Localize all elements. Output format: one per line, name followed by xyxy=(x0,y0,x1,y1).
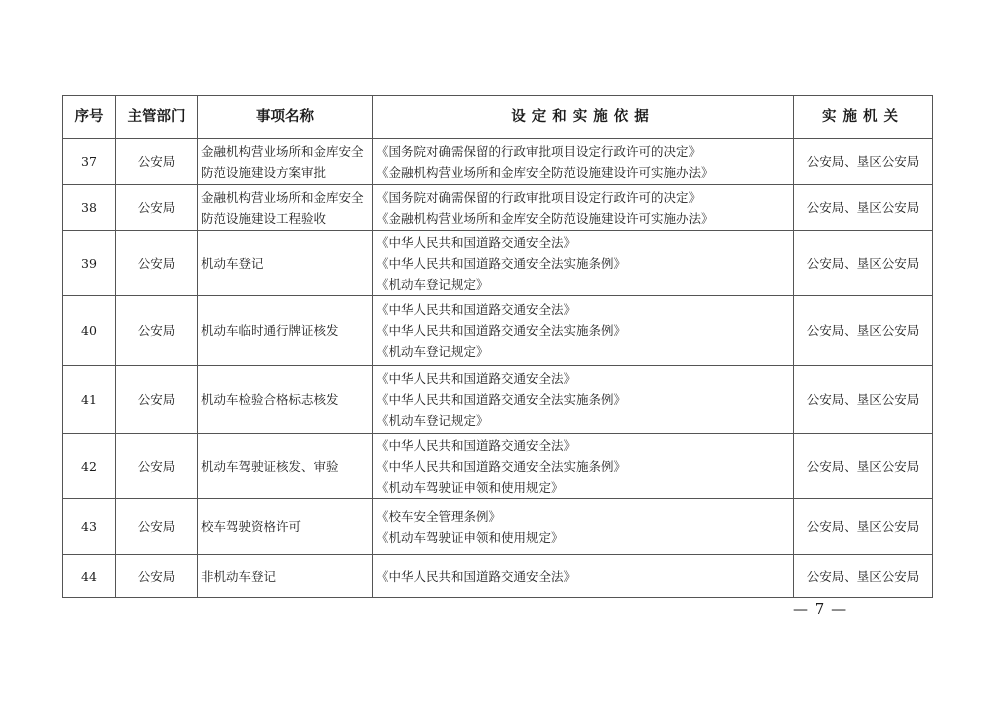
header-org: 实施机关 xyxy=(794,96,933,139)
table-row xyxy=(63,231,933,296)
header-dept: 主管部门 xyxy=(116,96,198,139)
basis-line: 《中华人民共和国道路交通安全法实施条例》 xyxy=(376,392,627,407)
row-item-name: 机动车检验合格标志核发 xyxy=(198,366,373,434)
row-item-name: 金融机构营业场所和金库安全防范设施建设方案审批 xyxy=(198,139,373,185)
row-item-name: 机动车临时通行牌证核发 xyxy=(198,296,373,366)
row-org: 公安局、垦区公安局 xyxy=(794,231,933,296)
basis-line: 《机动车驾驶证申领和使用规定》 xyxy=(376,529,564,545)
basis-line: 《国务院对确需保留的行政审批项目设定行政许可的决定》 xyxy=(376,143,702,159)
row-dept: 公安局 xyxy=(116,555,198,598)
basis-line: 《金融机构营业场所和金库安全防范设施建设许可实施办法》 xyxy=(376,164,714,180)
basis-line: 《校车安全管理条例》 xyxy=(376,508,502,524)
basis-line: 《机动车登记规定》 xyxy=(376,276,489,292)
row-org: 公安局、垦区公安局 xyxy=(794,366,933,434)
row-org: 公安局、垦区公安局 xyxy=(794,185,933,231)
row-number: 40 xyxy=(63,296,116,366)
header-no: 序号 xyxy=(63,96,116,139)
basis-line: 《中华人民共和国道路交通安全法》 xyxy=(376,437,577,453)
row-item-name: 机动车驾驶证核发、审验 xyxy=(198,434,373,499)
row-basis xyxy=(373,139,794,185)
table-header-row xyxy=(63,96,933,139)
row-org: 公安局、垦区公安局 xyxy=(794,555,933,598)
row-org: 公安局、垦区公安局 xyxy=(794,296,933,366)
row-basis xyxy=(373,434,794,499)
table-row xyxy=(63,555,933,598)
row-item-name: 校车驾驶资格许可 xyxy=(198,499,373,555)
page-number: — 7 — xyxy=(793,600,848,618)
row-dept: 公安局 xyxy=(116,231,198,296)
table-row xyxy=(63,434,933,499)
basis-line: 《机动车驾驶证申领和使用规定》 xyxy=(376,479,564,495)
row-dept: 公安局 xyxy=(116,434,198,499)
table-row xyxy=(63,185,933,231)
row-dept: 公安局 xyxy=(116,366,198,434)
row-basis xyxy=(373,366,794,434)
row-basis xyxy=(373,185,794,231)
table-row xyxy=(63,296,933,366)
basis-line: 《金融机构营业场所和金库安全防范设施建设许可实施办法》 xyxy=(376,210,714,226)
basis-line: 《中华人民共和国道路交通安全法实施条例》 xyxy=(376,255,627,271)
row-item-name: 机动车登记 xyxy=(198,231,373,296)
row-number: 38 xyxy=(63,185,116,231)
row-dept: 公安局 xyxy=(116,499,198,555)
row-dept: 公安局 xyxy=(116,296,198,366)
basis-line: 《机动车登记规定》 xyxy=(376,413,489,428)
table-row xyxy=(63,139,933,185)
basis-line: 《中华人民共和国道路交通安全法实施条例》 xyxy=(376,458,627,474)
row-basis xyxy=(373,555,794,598)
row-org: 公安局、垦区公安局 xyxy=(794,499,933,555)
table-row xyxy=(63,499,933,555)
row-org: 公安局、垦区公安局 xyxy=(794,434,933,499)
basis-line: 《国务院对确需保留的行政审批项目设定行政许可的决定》 xyxy=(376,189,702,205)
row-basis xyxy=(373,231,794,296)
header-basis: 设定和实施依据 xyxy=(373,96,794,139)
row-dept: 公安局 xyxy=(116,185,198,231)
items-table xyxy=(62,95,933,598)
row-dept: 公安局 xyxy=(116,139,198,185)
basis-line: 《中华人民共和国道路交通安全法》 xyxy=(376,302,577,317)
basis-line: 《中华人民共和国道路交通安全法实施条例》 xyxy=(376,323,627,338)
row-number: 43 xyxy=(63,499,116,555)
basis-line: 《中华人民共和国道路交通安全法》 xyxy=(376,568,577,584)
table-row xyxy=(63,366,933,434)
header-item: 事项名称 xyxy=(198,96,373,139)
basis-line: 《中华人民共和国道路交通安全法》 xyxy=(376,371,577,386)
basis-line: 《中华人民共和国道路交通安全法》 xyxy=(376,234,577,250)
row-number: 44 xyxy=(63,555,116,598)
row-number: 39 xyxy=(63,231,116,296)
basis-line: 《机动车登记规定》 xyxy=(376,344,489,359)
row-number: 41 xyxy=(63,366,116,434)
row-number: 42 xyxy=(63,434,116,499)
row-org: 公安局、垦区公安局 xyxy=(794,139,933,185)
row-number: 37 xyxy=(63,139,116,185)
row-basis xyxy=(373,499,794,555)
row-basis xyxy=(373,296,794,366)
row-item-name: 金融机构营业场所和金库安全防范设施建设工程验收 xyxy=(198,185,373,231)
row-item-name: 非机动车登记 xyxy=(198,555,373,598)
